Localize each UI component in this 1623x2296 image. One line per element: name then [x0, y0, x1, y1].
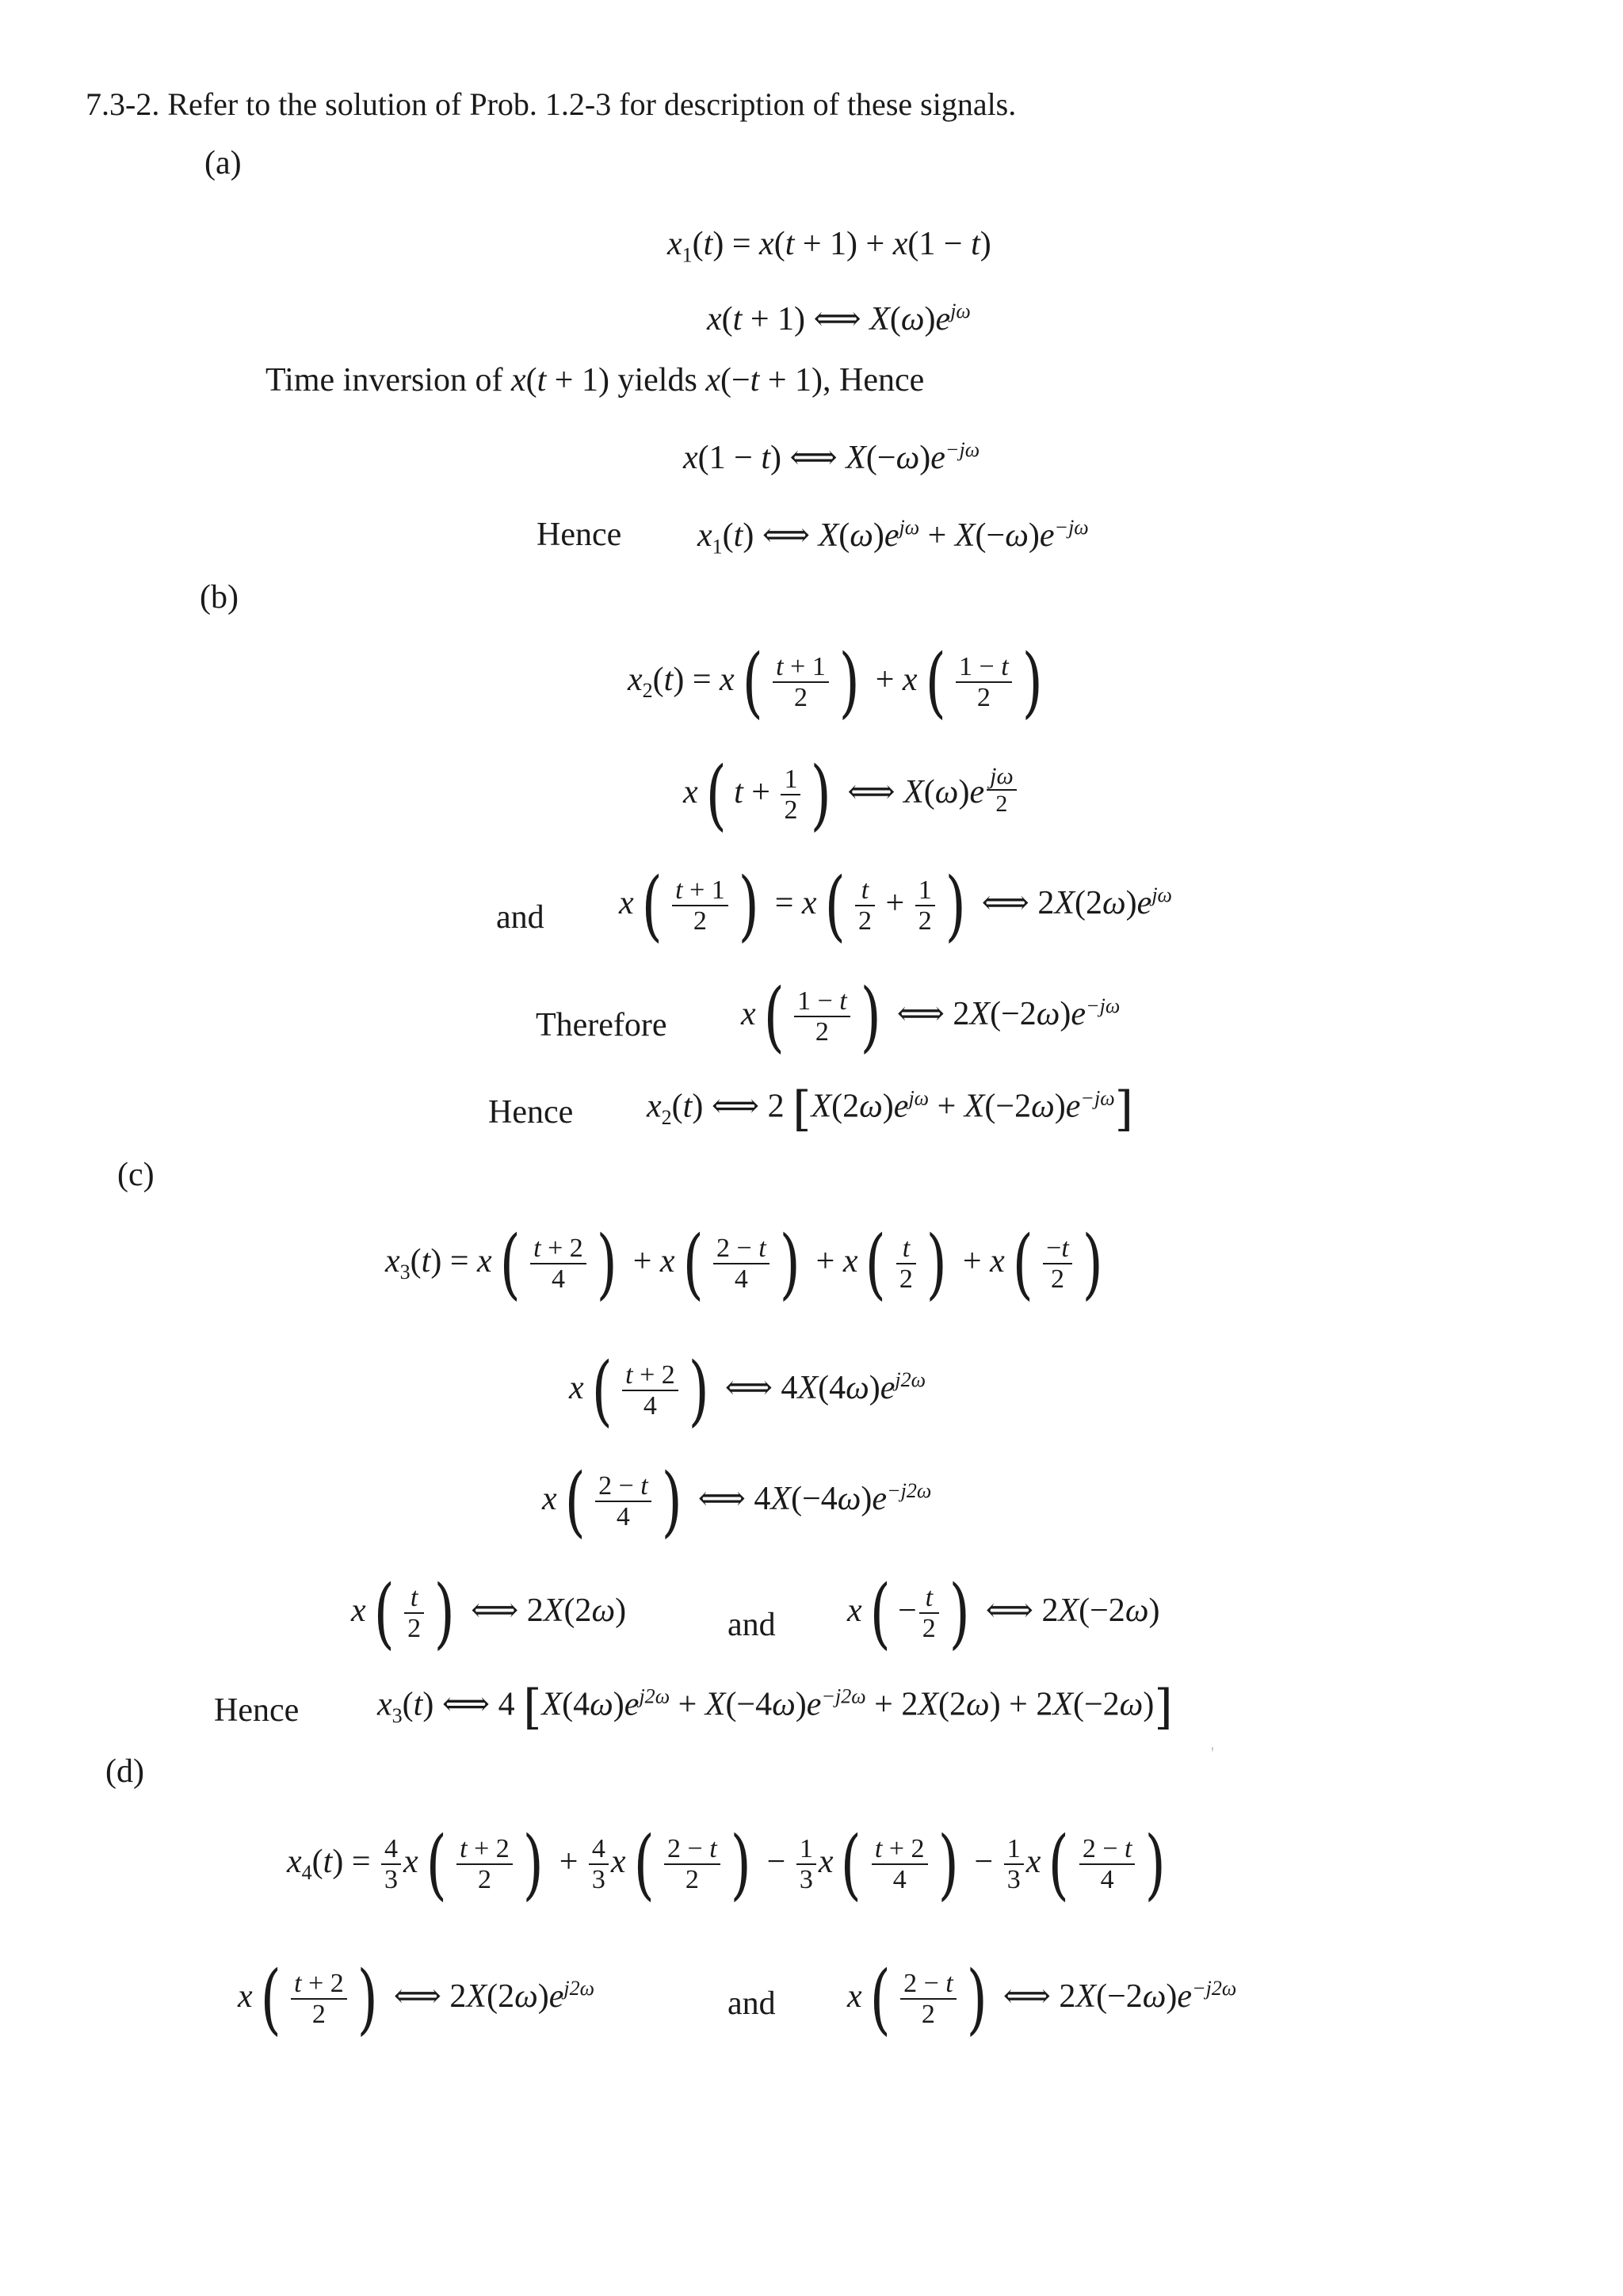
eq-b2: x ( t + $\frac{1}{2}$ ) ⟺ X(ω)e $^{\frac{j\omega}{2}}$ [683, 761, 1019, 829]
eq-c6: $x_3(t)$ ⟺ 4 $[X(4\omega)e^{j2\omega} + X(-4\omega)e^{-j2\omega} + 2X(2\omega) + 2X(-2\omega)]$ [377, 1680, 1173, 1735]
hence-c: Hence [214, 1692, 300, 1729]
problem-header [86, 86, 1017, 122]
eq-c1: $x_3(t) = x$ ( $\frac{t + 2}{4}$ ) + x ( $\frac{2 - t}{4}$ ) + x ( $\frac{t}{2}$ ) + x ( $\frac{-t}{2}$ ) [385, 1219, 1103, 1308]
eq-b3: x ( $\frac{t + 1}{2}$ ) = x ( $\frac{t}{2}$ + $\frac{1}{2}$ ) ⟺ $2X(2\omega)e^{j\omega}$ [619, 861, 1172, 950]
eq-b1: $x_2(t) = x$ ( $\frac{t + 1}{2}$ ) + x ( $\frac{1 - t}{2}$ ) [628, 638, 1043, 727]
part-label-a: (a) [204, 145, 242, 181]
problem-intro: Refer to the solution of Prob. 1.2-3 for description of these signals. [167, 86, 1017, 122]
time-inversion-pre: Time inversion of [265, 362, 511, 399]
eq-c3: x ( $\frac{2 - t}{4}$ ) ⟺ $4X(-4\omega)e^{-j2\omega}$ [542, 1457, 932, 1546]
eq-d1: $x_4(t)$ = $\frac{4}{3}$ x ( $\frac{t + 2}{2}$ ) + $\frac{4}{3}$ x ( $\frac{2 - t}{2}$ ) − $\frac{1}{3}$ x ( $\frac{t + 2}{4}$ ) − $\frac{1}{3}$ x ( $\frac{2 - t}{4}$ ) [287, 1820, 1167, 1909]
therefore-b: Therefore [536, 1007, 667, 1043]
eq-a1: $x_1(t) = x(t + 1) + x(1 - t)$ [667, 226, 991, 267]
time-inversion-mid: yields [609, 362, 706, 399]
time-inversion-sentence: Time inversion of x(t + 1) yields x(−t + 1), Hence [265, 362, 925, 399]
eq-d2: x ( $\frac{t + 2}{2}$ ) ⟺ $2X(2\omega)e^{j2\omega}$ [238, 1955, 595, 2043]
eq-c5: x ( − $\frac{t}{2}$ ) ⟺ 2X(−2ω) [847, 1569, 1160, 1657]
eq-a4: $x_1(t)$ ⟺ $X(\omega)e^{j\omega} + X(-\omega)e^{-j\omega}$ [697, 515, 1089, 559]
and-c: and [727, 1607, 776, 1643]
eq-b4: x ( $\frac{1 - t}{2}$ ) ⟺ $2X(-2\omega)e^{-j\omega}$ [741, 972, 1121, 1061]
part-label-c: (c) [117, 1157, 155, 1193]
stray-mark: ' [1211, 1743, 1214, 1763]
problem-number: 7.3-2. [86, 86, 160, 122]
hence-b: Hence [488, 1094, 574, 1131]
eq-a3: x(1 − t) ⟺ $X(-\omega)e^{-j\omega}$ [683, 437, 980, 476]
eq-a2: x(t + 1) ⟺ $X(\omega)e^{j\omega}$ [707, 299, 971, 338]
time-inversion-post: , Hence [823, 362, 925, 399]
and-d: and [727, 1985, 776, 2022]
hence-a: Hence [537, 517, 622, 553]
and-b: and [496, 899, 544, 936]
eq-d3: x ( $\frac{2 - t}{2}$ ) ⟺ $2X(-2\omega)e^{-j2\omega}$ [847, 1955, 1237, 2043]
part-label-d: (d) [105, 1753, 144, 1790]
part-label-b: (b) [200, 579, 239, 616]
eq-b5: $x_2(t)$ ⟺ 2 $[X(2\omega)e^{j\omega} + X(-2\omega)e^{-j\omega}]$ [647, 1081, 1134, 1137]
eq-c2: x ( $\frac{t + 2}{4}$ ) ⟺ $4X(4\omega)e^{j2\omega}$ [569, 1346, 926, 1435]
eq-c4: x ( $\frac{t}{2}$ ) ⟺ 2X(2ω) [351, 1569, 627, 1657]
